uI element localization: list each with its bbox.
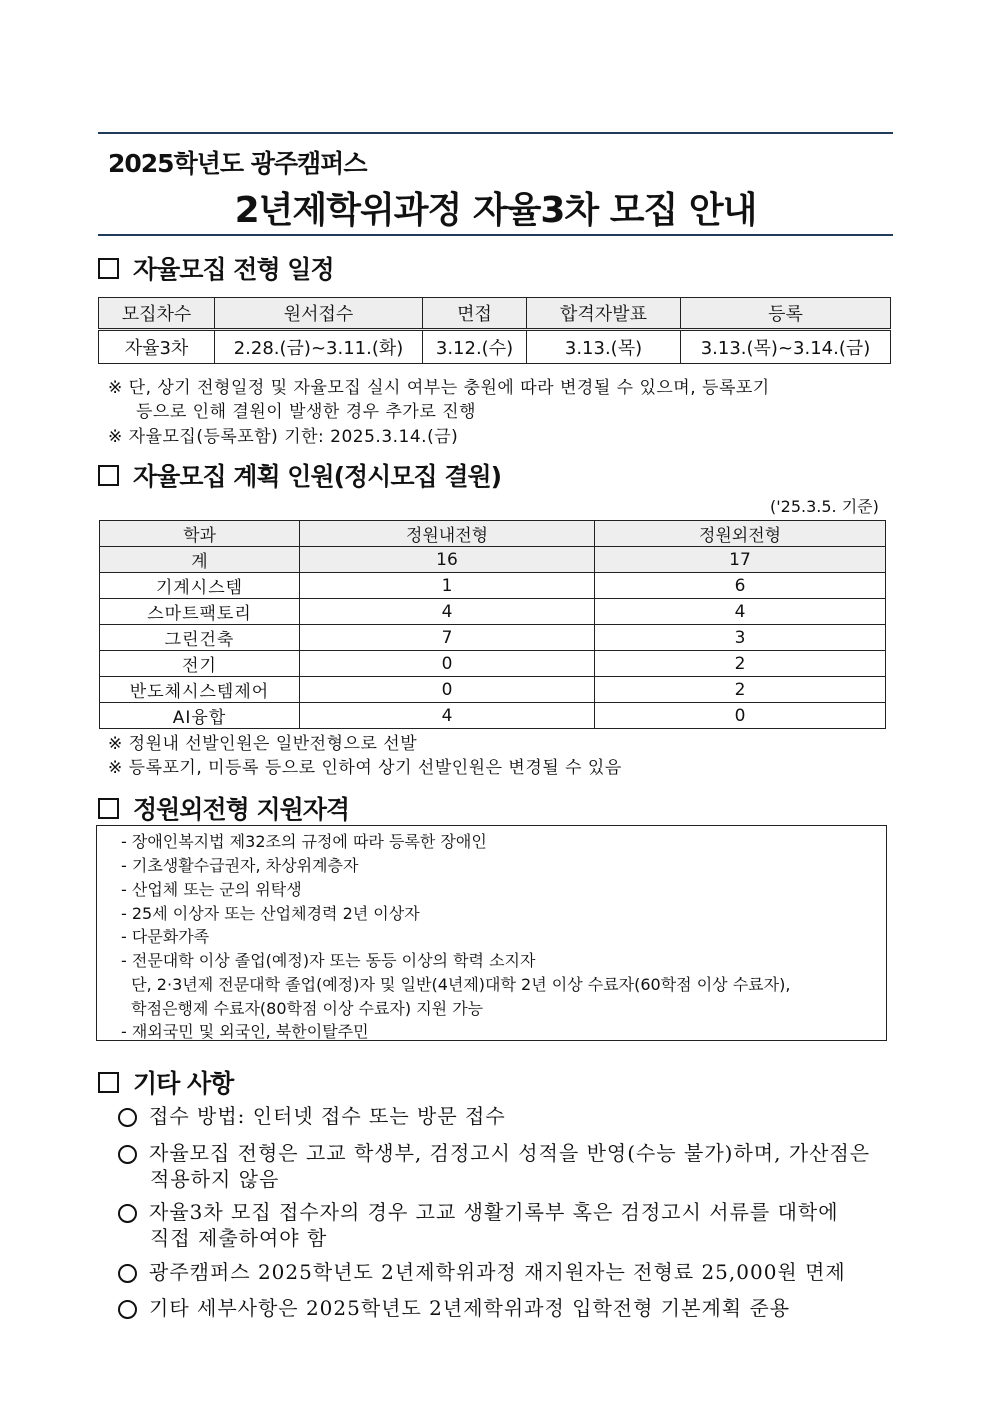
table-cell: 자율3차: [99, 330, 215, 364]
column-header: 학과: [100, 521, 300, 547]
table-row: [100, 625, 886, 651]
list-item: [118, 1256, 846, 1285]
table-cell: AI융합: [100, 703, 300, 729]
table-cell: 7: [300, 625, 595, 651]
table-cell: 3: [595, 625, 886, 651]
qualification-box: [96, 825, 887, 1041]
table-header-row: [100, 521, 886, 547]
qualification-line: 학점은행제 수료자(80학점 이상 수료자) 지원 가능: [121, 999, 484, 1018]
schedule-note: 등으로 인해 결원이 발생한 경우 추가로 진행: [136, 402, 477, 422]
column-header: 등록: [681, 298, 891, 330]
qualification-line: - 재외국민 및 외국인, 북한이탈주민: [121, 1022, 369, 1041]
title-block: [98, 132, 893, 236]
table-cell: 6: [595, 573, 886, 599]
section-heading-text: 자율모집 전형 일정: [133, 255, 334, 284]
list-item-continuation: 적용하지 않음: [150, 1167, 280, 1191]
list-item-text: 기타 세부사항은 2025학년도 2년제학위과정 입학전형 기본계획 준용: [149, 1296, 791, 1320]
table-cell: 0: [300, 651, 595, 677]
checkbox-square-icon: [98, 798, 119, 819]
document-subtitle: 2025학년도 광주캠퍼스: [108, 149, 367, 178]
as-of-date: ('25.3.5. 기준): [770, 497, 879, 516]
table-row: [100, 599, 886, 625]
table-cell: 3.13.(목)~3.14.(금): [681, 330, 891, 364]
column-header: 정원내전형: [300, 521, 595, 547]
list-item: [118, 1196, 839, 1225]
column-header: 합격자발표: [527, 298, 681, 330]
table-cell: 2.28.(금)~3.11.(화): [215, 330, 423, 364]
schedule-table: [98, 297, 891, 364]
list-item-text: 자율모집 전형은 고교 학생부, 검정고시 성적을 반영(수능 불가)하며, 가산점은: [149, 1141, 871, 1165]
qualification-line: - 다문화가족: [121, 927, 210, 946]
quota-note: ※ 등록포기, 미등록 등으로 인하여 상기 선발인원은 변경될 수 있음: [108, 758, 622, 778]
table-cell: 17: [595, 547, 886, 573]
schedule-note: ※ 자율모집(등록포함) 기한: 2025.3.14.(금): [108, 427, 459, 447]
column-header: 정원외전형: [595, 521, 886, 547]
column-header: 모집차수: [99, 298, 215, 330]
table-cell: 4: [300, 599, 595, 625]
table-row: [100, 703, 886, 729]
table-cell: 2: [595, 651, 886, 677]
checkbox-square-icon: [98, 465, 119, 486]
checkbox-square-icon: [98, 1072, 119, 1093]
qualification-line: - 전문대학 이상 졸업(예정)자 또는 동등 이상의 학력 소지자: [121, 951, 536, 970]
table-cell: 0: [300, 677, 595, 703]
table-cell: 계: [100, 547, 300, 573]
table-cell: 전기: [100, 651, 300, 677]
table-cell: 4: [300, 703, 595, 729]
table-cell: 4: [595, 599, 886, 625]
table-cell: 반도체시스템제어: [100, 677, 300, 703]
column-header: 원서접수: [215, 298, 423, 330]
circle-bullet-icon: [118, 1108, 137, 1127]
table-cell: 기계시스템: [100, 573, 300, 599]
document-title: 2년제학위과정 자율3차 모집 안내: [234, 190, 757, 231]
table-header-row: [99, 298, 891, 330]
list-item-text: 자율3차 모집 접수자의 경우 고교 생활기록부 혹은 검정고시 서류를 대학에: [149, 1200, 839, 1224]
schedule-note: ※ 단, 상기 전형일정 및 자율모집 실시 여부는 충원에 따라 변경될 수 있으며, 등록포기: [108, 378, 770, 398]
section-heading-text: 기타 사항: [133, 1069, 234, 1098]
table-cell: 16: [300, 547, 595, 573]
qualification-line: - 25세 이상자 또는 산업체경력 2년 이상자: [121, 904, 420, 923]
qualification-line: - 장애인복지법 제32조의 규정에 따라 등록한 장애인: [121, 832, 487, 851]
list-item-text: 접수 방법: 인터넷 접수 또는 방문 접수: [149, 1104, 506, 1128]
table-total-row: [100, 547, 886, 573]
checkbox-square-icon: [98, 258, 119, 279]
quota-note: ※ 정원내 선발인원은 일반전형으로 선발: [108, 734, 418, 754]
circle-bullet-icon: [118, 1300, 137, 1319]
section-heading-text: 자율모집 계획 인원(정시모집 결원): [133, 462, 502, 491]
table-cell: 3.13.(목): [527, 330, 681, 364]
qualification-line: - 산업체 또는 군의 위탁생: [121, 880, 302, 899]
table-row: [100, 651, 886, 677]
section-heading-quota: [98, 457, 501, 493]
circle-bullet-icon: [118, 1204, 137, 1223]
table-row: [99, 330, 891, 364]
list-item: [118, 1292, 790, 1321]
list-item: [118, 1100, 506, 1129]
list-item-text: 광주캠퍼스 2025학년도 2년제학위과정 재지원자는 전형료 25,000원 면제: [149, 1260, 846, 1284]
circle-bullet-icon: [118, 1264, 137, 1283]
table-cell: 2: [595, 677, 886, 703]
table-cell: 3.12.(수): [423, 330, 527, 364]
qualification-line: 단, 2·3년제 전문대학 졸업(예정)자 및 일반(4년제)대학 2년 이상 수료자(60학점 이상 수료자),: [121, 975, 791, 994]
table-row: [100, 573, 886, 599]
table-cell: 0: [595, 703, 886, 729]
table-cell: 스마트팩토리: [100, 599, 300, 625]
quota-table: [99, 520, 886, 729]
table-cell: 그린건축: [100, 625, 300, 651]
section-heading-qualification: [98, 790, 349, 826]
section-heading-schedule: [98, 250, 334, 286]
list-item-continuation: 직접 제출하여야 함: [150, 1226, 328, 1250]
qualification-line: - 기초생활수급권자, 차상위계층자: [121, 856, 359, 875]
table-cell: 1: [300, 573, 595, 599]
list-item: [118, 1137, 870, 1166]
column-header: 면접: [423, 298, 527, 330]
section-heading-etc: [98, 1064, 233, 1100]
circle-bullet-icon: [118, 1145, 137, 1164]
table-row: [100, 677, 886, 703]
section-heading-text: 정원외전형 지원자격: [133, 795, 350, 824]
